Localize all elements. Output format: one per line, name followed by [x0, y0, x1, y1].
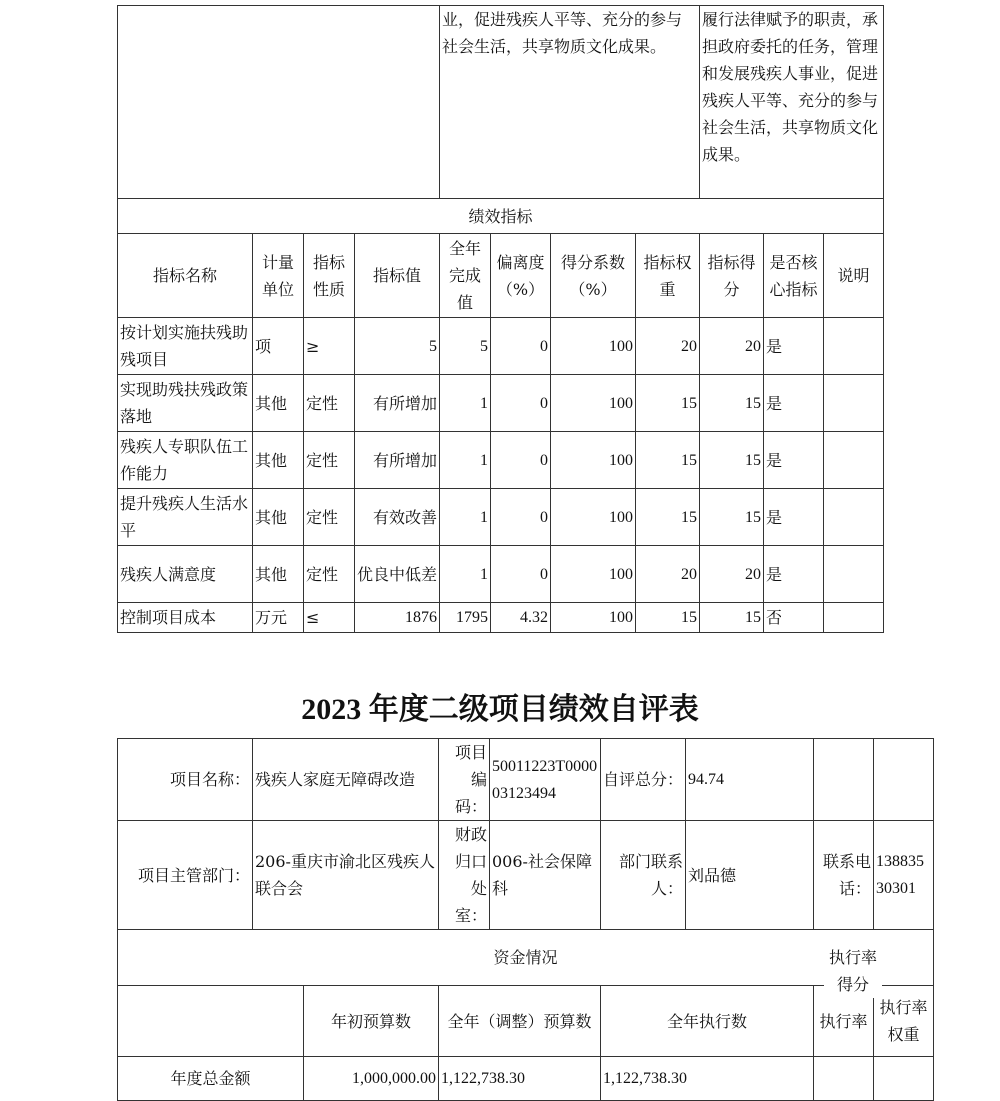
cell-actual: 1: [440, 432, 491, 489]
project-code-value: 50011223T000003123494: [490, 739, 601, 821]
project-info-row: [118, 739, 934, 821]
cell-value: 5: [355, 318, 440, 375]
cell-coefficient: 100: [551, 318, 636, 375]
phone-value: 13883530301: [874, 821, 934, 930]
header-note: 说明: [824, 234, 884, 318]
table-row: [118, 432, 884, 489]
cell-core: 是: [764, 546, 824, 603]
header-actual: 全年完成值: [440, 234, 491, 318]
section-title-funds: 资金情况: [118, 930, 934, 986]
table-row: [118, 318, 884, 375]
funds-row-label: 年度总金额: [118, 1057, 304, 1101]
cell-core: 否: [764, 603, 824, 633]
cell-core: 是: [764, 432, 824, 489]
cell-unit: 其他: [253, 432, 304, 489]
self-score-label: 自评总分：: [601, 739, 686, 821]
funds-initial: 1,000,000.00: [304, 1057, 439, 1101]
project-code-label: 项目编码：: [439, 739, 490, 821]
cell-value: 1876: [355, 603, 440, 633]
indicator-header-row: [118, 234, 884, 318]
header-score: 指标得分: [700, 234, 764, 318]
intro-blank-cell: [118, 6, 440, 199]
cell-name: 控制项目成本: [118, 603, 253, 633]
cell-unit: 其他: [253, 546, 304, 603]
header-core: 是否核心指标: [764, 234, 824, 318]
performance-indicator-table: [117, 5, 884, 633]
header-rate-weight: 执行率权重: [879, 998, 928, 1044]
cell-unit: 其他: [253, 375, 304, 432]
contact-label: 部门联系人：: [601, 821, 686, 930]
rate-score-header: 执行率得分: [824, 944, 882, 998]
cell-coefficient: 100: [551, 432, 636, 489]
cell-deviation: 0: [491, 546, 551, 603]
cell-core: 是: [764, 318, 824, 375]
project-self-evaluation-table: [117, 738, 934, 1101]
cell-coefficient: 100: [551, 546, 636, 603]
cell-score: 15: [700, 489, 764, 546]
cell-nature: 定性: [304, 375, 355, 432]
cell-nature: 定性: [304, 489, 355, 546]
dept-value: 206-重庆市渝北区残疾人联合会: [253, 821, 439, 930]
header-rate-weight-score: [874, 986, 934, 1057]
cell-weight: 15: [636, 432, 700, 489]
cell-deviation: 0: [491, 432, 551, 489]
header-nature: 指标性质: [304, 234, 355, 318]
cell-deviation: 4.32: [491, 603, 551, 633]
funds-header-row: [118, 986, 934, 1057]
cell-value: 优良中低差: [355, 546, 440, 603]
cell-core: 是: [764, 375, 824, 432]
cell-coefficient: 100: [551, 603, 636, 633]
dept-label: 项目主管部门：: [118, 821, 253, 930]
cell-nature: ≥: [304, 318, 355, 375]
blank-cell: [118, 986, 304, 1057]
cell-note: [824, 318, 884, 375]
cell-value: 有所增加: [355, 375, 440, 432]
cell-weight: 15: [636, 489, 700, 546]
table-row: [118, 489, 884, 546]
cell-name: 实现助残扶残政策落地: [118, 375, 253, 432]
cell-score: 15: [700, 375, 764, 432]
cell-deviation: 0: [491, 318, 551, 375]
cell-name: 提升残疾人生活水平: [118, 489, 253, 546]
funds-adjusted: 1,122,738.30: [439, 1057, 601, 1101]
header-value: 指标值: [355, 234, 440, 318]
cell-nature: 定性: [304, 546, 355, 603]
funds-row: [118, 1057, 934, 1101]
cell-note: [824, 546, 884, 603]
cell-value: 有所增加: [355, 432, 440, 489]
cell-name: 残疾人满意度: [118, 546, 253, 603]
header-weight: 指标权重: [636, 234, 700, 318]
header-deviation: 偏离度（%）: [491, 234, 551, 318]
cell-note: [824, 375, 884, 432]
cell-deviation: 0: [491, 489, 551, 546]
cell-nature: ≤: [304, 603, 355, 633]
cell-score: 20: [700, 546, 764, 603]
cell-note: [824, 432, 884, 489]
table-row: [118, 603, 884, 633]
funds-rate-weight: [874, 1057, 934, 1101]
cell-value: 有效改善: [355, 489, 440, 546]
table-row: [118, 546, 884, 603]
cell-score: 15: [700, 432, 764, 489]
cell-coefficient: 100: [551, 375, 636, 432]
header-coefficient: 得分系数（%）: [551, 234, 636, 318]
intro-right-cell: 履行法律赋予的职责，承担政府委托的任务，管理和发展残疾人事业，促进残疾人平等、充分的参与社会生活，共享物质文化成果。: [700, 6, 884, 199]
cell-weight: 15: [636, 603, 700, 633]
header-adjusted-budget: 全年（调整）预算数: [439, 986, 601, 1057]
cell-unit: 万元: [253, 603, 304, 633]
blank-cell: [874, 739, 934, 821]
phone-label: 联系电话：: [814, 821, 874, 930]
finance-value: 006-社会保障科: [490, 821, 601, 930]
cell-actual: 5: [440, 318, 491, 375]
header-rate: 执行率: [814, 986, 874, 1057]
cell-actual: 1: [440, 489, 491, 546]
cell-score: 15: [700, 603, 764, 633]
funds-rate: [814, 1057, 874, 1101]
cell-deviation: 0: [491, 375, 551, 432]
cell-unit: 其他: [253, 489, 304, 546]
cell-score: 20: [700, 318, 764, 375]
dept-info-row: [118, 821, 934, 930]
cell-actual: 1795: [440, 603, 491, 633]
project-name-value: 残疾人家庭无障碍改造: [253, 739, 439, 821]
blank-cell: [814, 739, 874, 821]
project-name-label: 项目名称：: [118, 739, 253, 821]
cell-actual: 1: [440, 375, 491, 432]
cell-name: 按计划实施扶残助残项目: [118, 318, 253, 375]
header-unit: 计量单位: [253, 234, 304, 318]
page-title: 2023 年度二级项目绩效自评表: [301, 693, 699, 726]
header-executed: 全年执行数: [601, 986, 814, 1057]
cell-name: 残疾人专职队伍工作能力: [118, 432, 253, 489]
self-score-value: 94.74: [686, 739, 814, 821]
contact-value: 刘品德: [686, 821, 814, 930]
cell-actual: 1: [440, 546, 491, 603]
cell-note: [824, 603, 884, 633]
finance-label: 财政归口处室：: [439, 821, 490, 930]
header-initial-budget: 年初预算数: [304, 986, 439, 1057]
cell-coefficient: 100: [551, 489, 636, 546]
section-title-indicators: 绩效指标: [118, 199, 884, 234]
cell-weight: 15: [636, 375, 700, 432]
funds-executed: 1,122,738.30: [601, 1057, 814, 1101]
cell-core: 是: [764, 489, 824, 546]
table-row: [118, 375, 884, 432]
cell-unit: 项: [253, 318, 304, 375]
cell-note: [824, 489, 884, 546]
intro-mid-cell: 业，促进残疾人平等、充分的参与社会生活，共享物质文化成果。: [440, 6, 700, 199]
intro-row: [118, 6, 884, 199]
cell-weight: 20: [636, 546, 700, 603]
cell-weight: 20: [636, 318, 700, 375]
cell-nature: 定性: [304, 432, 355, 489]
header-indicator-name: 指标名称: [118, 234, 253, 318]
